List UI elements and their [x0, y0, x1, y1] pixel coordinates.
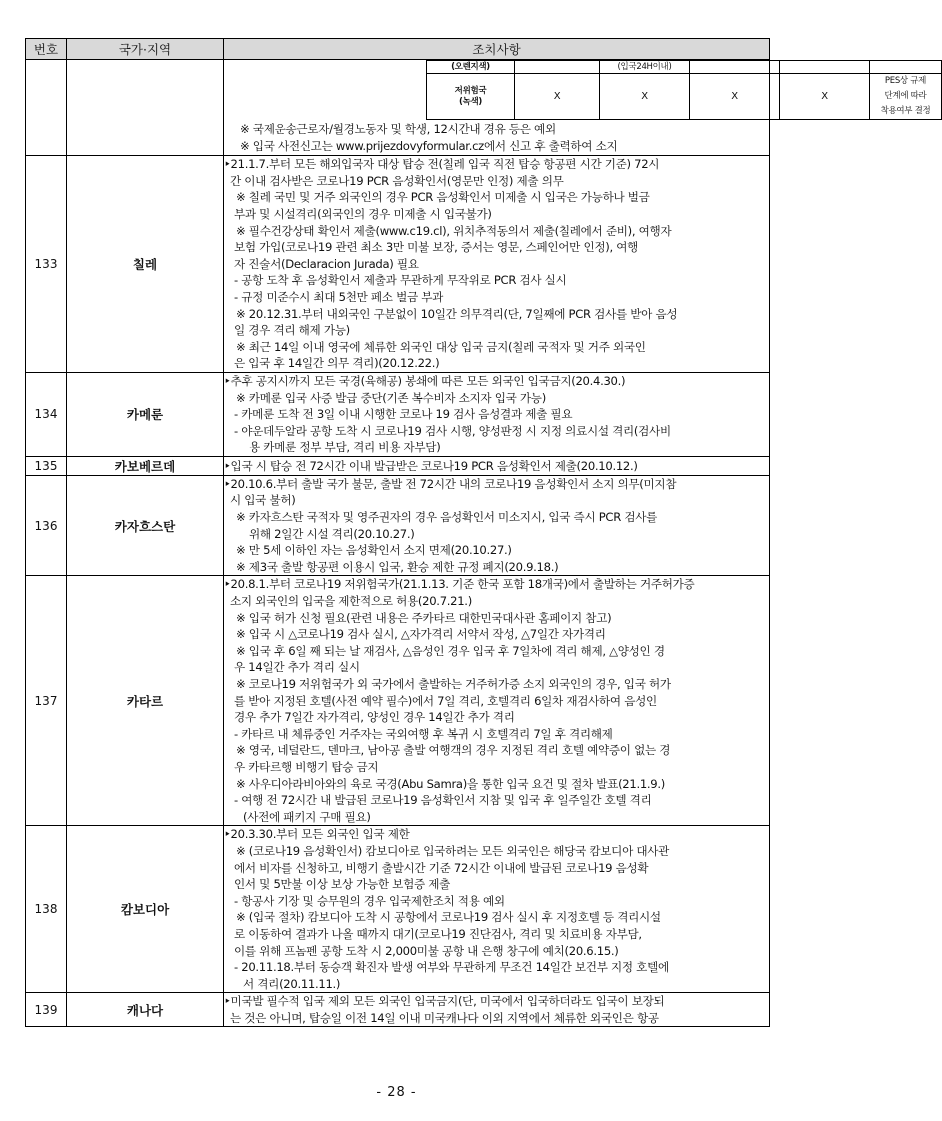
measure-cell [224, 576, 770, 826]
measure-line: 우 카타르행 비행기 탑승 금지 [234, 759, 379, 774]
risk-level-table [426, 60, 942, 120]
measure-cell [224, 456, 770, 475]
measure-line: ‣입국 시 탑승 전 72시간 이내 발급받은 코로나19 PCR 음성확인서 제출(20.10.12.) [224, 458, 638, 473]
measure-line: 자 진술서(Declaracion Jurada) 필요 [234, 256, 419, 271]
risk-table-low-row [427, 74, 942, 120]
measure-cell [224, 993, 770, 1027]
page-number: - 28 - [376, 1085, 417, 1100]
risk-cell-within24h: (입국24H이내) [600, 61, 690, 74]
measure-line: - 야운데두알라 공항 도착 시 코로나19 검사 시행, 양성판정 시 지정 의료시설 격리(검사비 [234, 423, 671, 438]
header-num: 번호 [26, 39, 67, 60]
measure-line: ‣20.8.1.부터 코로나19 저위험국가(21.1.13. 기준 한국 포함 18개국)에서 출발하는 거주허가증 [224, 577, 695, 592]
country-row [26, 372, 770, 456]
row-number: 134 [26, 372, 67, 456]
country-name: 칠레 [67, 156, 224, 373]
measure-line: ※ 코로나19 저위험국가 외 국가에서 출발하는 거주허가증 소지 외국인의 경우, 입국 허가 [236, 677, 671, 691]
row-number: 138 [26, 826, 67, 993]
risk-label-low: 저위험국 (녹색) [427, 74, 515, 120]
risk-cell [870, 61, 942, 74]
measure-line: 은 입국 후 14일간 의무 격리)(20.12.22.) [234, 356, 440, 371]
risk-pes-line: 착용여부 결정 [880, 106, 931, 116]
continuation-country [67, 60, 224, 156]
country-name: 캄보디아 [67, 826, 224, 993]
measure-line: 위해 2일간 시설 격리(20.10.27.) [249, 526, 415, 541]
country-row [26, 993, 770, 1027]
measure-line: ※ 국제운송근로자/월경노동자 및 학생, 12시간내 경유 등은 예외 [240, 122, 556, 136]
measures-table [25, 38, 931, 1027]
risk-table-top-row [427, 61, 942, 74]
measure-line: ‣미국발 필수적 입국 제외 모든 외국인 입국금지(단, 미국에서 입국하더라도 입국이 보장되 [224, 994, 665, 1009]
measure-line: 서 격리(20.11.11.) [243, 976, 341, 991]
country-name: 카자흐스탄 [67, 475, 224, 576]
continuation-measure [224, 60, 931, 156]
measure-line: ※ (입국 절차) 캄보디아 도착 시 공항에서 코로나19 검사 실시 후 지정호텔 등 격리시설 [236, 910, 661, 925]
measure-line: 용 카메룬 정부 부담, 격리 비용 자부담) [249, 440, 441, 455]
measure-line: ‣20.3.30.부터 모든 외국인 입국 제한 [224, 827, 410, 842]
measure-line: 에서 비자를 신청하고, 비행기 출발시간 기준 72시간 이내에 발급된 코로나19 음성확 [234, 860, 649, 875]
measure-line: 경우 추가 7일간 자가격리, 양성인 경우 14일간 추가 격리 [234, 710, 515, 725]
risk-cell [515, 61, 600, 74]
measure-line: 간 이내 검사받은 코로나19 PCR 음성확인서(영문만 인정) 제출 의무 [230, 173, 564, 188]
measure-line: 부과 및 시설격리(외국인의 경우 미제출 시 입국불가) [234, 206, 492, 221]
measure-line: - 공항 도착 후 음성확인서 제출과 무관하게 무작위로 PCR 검사 실시 [234, 273, 567, 288]
row-number: 137 [26, 576, 67, 826]
country-row [26, 576, 770, 826]
table-header-row [26, 39, 770, 60]
measure-line: ※ 카메룬 입국 사증 발급 중단(기존 복수비자 소지자 입국 가능) [236, 390, 546, 405]
risk-pes-line: 단계에 따라 [884, 91, 927, 101]
measure-line: ※ 제3국 출발 항공편 이용시 입국, 환승 제한 규정 폐지(20.9.18.) [236, 559, 559, 574]
measure-cell [224, 372, 770, 456]
measure-line: 이를 위해 프놈펜 공항 도착 시 2,000미불 공항 내 은행 창구에 예치(20.6.15.) [234, 943, 619, 958]
country-name: 카보베르데 [67, 456, 224, 475]
measure-line: - 카메룬 도착 전 3일 이내 시행한 코로나 19 검사 음성결과 제출 필요 [234, 407, 573, 422]
risk-value: X [600, 74, 690, 120]
risk-pes-line: PES상 규제 [884, 76, 927, 86]
measure-line: 로 이동하여 결과가 나올 때까지 대기(코로나19 진단검사, 격리 및 치료비용 자부담, [234, 926, 642, 941]
measure-line: (사전에 패키지 구매 필요) [243, 809, 371, 824]
measure-line: ※ 칠레 국민 및 거주 외국인의 경우 PCR 음성확인서 미제출 시 입국은 가능하나 벌금 [236, 190, 650, 205]
risk-value: X [780, 74, 870, 120]
measure-line: - 20.11.18.부터 동승객 확진자 발생 여부와 무관하게 무조건 14일간 보건부 지정 호텔에 [234, 960, 669, 975]
country-row [26, 475, 770, 576]
row-number: 139 [26, 993, 67, 1027]
continuation-row [26, 60, 770, 156]
measure-line: ※ 최근 14일 이내 영국에 체류한 외국인 대상 입국 금지(칠레 국적자 및 거주 외국인 [236, 339, 646, 354]
measure-line: ※ 카자흐스탄 국적자 및 영주권자의 경우 음성확인서 미소지시, 입국 즉시 PCR 검사를 [236, 510, 658, 525]
risk-value: X [515, 74, 600, 120]
measure-line: - 여행 전 72시간 내 발급된 코로나19 음성확인서 지참 및 입국 후 일주일간 호텔 격리 [234, 793, 652, 808]
risk-cell-orange: (오렌지색) [427, 61, 515, 74]
measure-line: ※ 입국 사전신고는 www.prijezdovyformular.cz에서 신고 후 출력하여 소지 [240, 138, 618, 153]
header-measure: 조치사항 [224, 39, 770, 60]
measure-cell [224, 475, 770, 576]
measure-line: 소지 외국인의 입국을 제한적으로 허용(20.7.21.) [230, 594, 472, 609]
measure-line: ※ 필수건강상태 확인서 제출(www.c19.cl), 위치추적동의서 제출(칠레에서 준비), 여행자 [236, 223, 672, 238]
measure-line: 보험 가입(코로나19 관련 최소 3만 미불 보장, 증서는 영문, 스페인어만 인정), 여행 [234, 240, 639, 255]
measure-line: 를 받아 지정된 호텔(사전 예약 필수)에서 7일 격리, 호텔격리 6일차 재검사하여 음성인 [234, 693, 657, 708]
risk-value: X [690, 74, 780, 120]
measure-cell [224, 826, 770, 993]
measure-line: 시 입국 불허) [230, 493, 296, 508]
measure-cell [224, 156, 770, 373]
measure-line: 는 것은 아니며, 탑승일 이전 14일 이내 미국캐나다 이외 지역에서 체류한 외국인은 항공 [230, 1010, 659, 1025]
measure-line: - 규정 미준수시 최대 5천만 페소 벌금 부과 [234, 289, 444, 304]
country-name: 카타르 [67, 576, 224, 826]
measure-line: ‣추후 공지시까지 모든 국경(육해공) 봉쇄에 따른 모든 외국인 입국금지(20.4.30.) [224, 373, 626, 388]
risk-pes-note [870, 74, 942, 120]
measure-line: ※ 입국 시 △코로나19 검사 실시, △자가격리 서약서 작성, △7일간 자가격리 [236, 627, 606, 642]
measure-line: ※ 사우디아라비아와의 육로 국경(Abu Samra)을 통한 입국 요건 및 절차 발표(21.1.9.) [236, 776, 665, 791]
risk-cell [690, 61, 780, 74]
measure-line: ‣21.1.7.부터 모든 해외입국자 대상 탑승 전(칠레 입국 직전 탑승 항공편 시간 기준) 72시 [224, 157, 660, 172]
measure-line: 일 경우 격리 해제 가능) [234, 323, 350, 338]
row-number: 135 [26, 456, 67, 475]
country-name: 카메룬 [67, 372, 224, 456]
risk-cell [780, 61, 870, 74]
country-row [26, 826, 770, 993]
measure-line: 우 14일간 추가 격리 실시 [234, 660, 360, 675]
measure-line: - 항공사 기장 및 승무원의 경우 입국제한조치 적용 예외 [234, 893, 505, 908]
row-number: 136 [26, 475, 67, 576]
measure-line: ※ 영국, 네덜란드, 덴마크, 남아공 출발 여행객의 경우 지정된 격리 호텔 예약증이 없는 경 [236, 743, 671, 758]
measure-line: ※ 20.12.31.부터 내외국인 구분없이 10일간 의무격리(단, 7일째에 PCR 검사를 받아 음성 [236, 306, 678, 321]
measure-line: ※ 입국 허가 신청 필요(관련 내용은 주카타르 대한민국대사관 홈페이지 참고) [236, 610, 612, 625]
measure-line: ※ 만 5세 이하인 자는 음성확인서 소지 면제(20.10.27.) [236, 543, 512, 558]
country-row [26, 456, 770, 475]
measure-line: - 카타르 내 체류중인 거주자는 국외여행 후 복귀 시 호텔격리 7일 후 격리해제 [234, 726, 613, 741]
continuation-num [26, 60, 67, 156]
measure-line: ‣20.10.6.부터 출발 국가 불문, 출발 전 72시간 내의 코로나19 음성확인서 소지 의무(미지참 [224, 476, 677, 491]
measure-line: 인서 및 5만불 이상 보상 가능한 보험증 제출 [234, 877, 451, 892]
measure-line: ※ 입국 후 6일 째 되는 날 재검사, △음성인 경우 입국 후 7일차에 격리 해제, △양성인 경 [236, 643, 665, 658]
row-number: 133 [26, 156, 67, 373]
country-name: 캐나다 [67, 993, 224, 1027]
country-row [26, 156, 770, 373]
measure-line: ※ (코로나19 음성확인서) 캄보디아로 입국하려는 모든 외국인은 해당국 캄보디아 대사관 [236, 843, 670, 858]
header-country: 국가·지역 [67, 39, 224, 60]
